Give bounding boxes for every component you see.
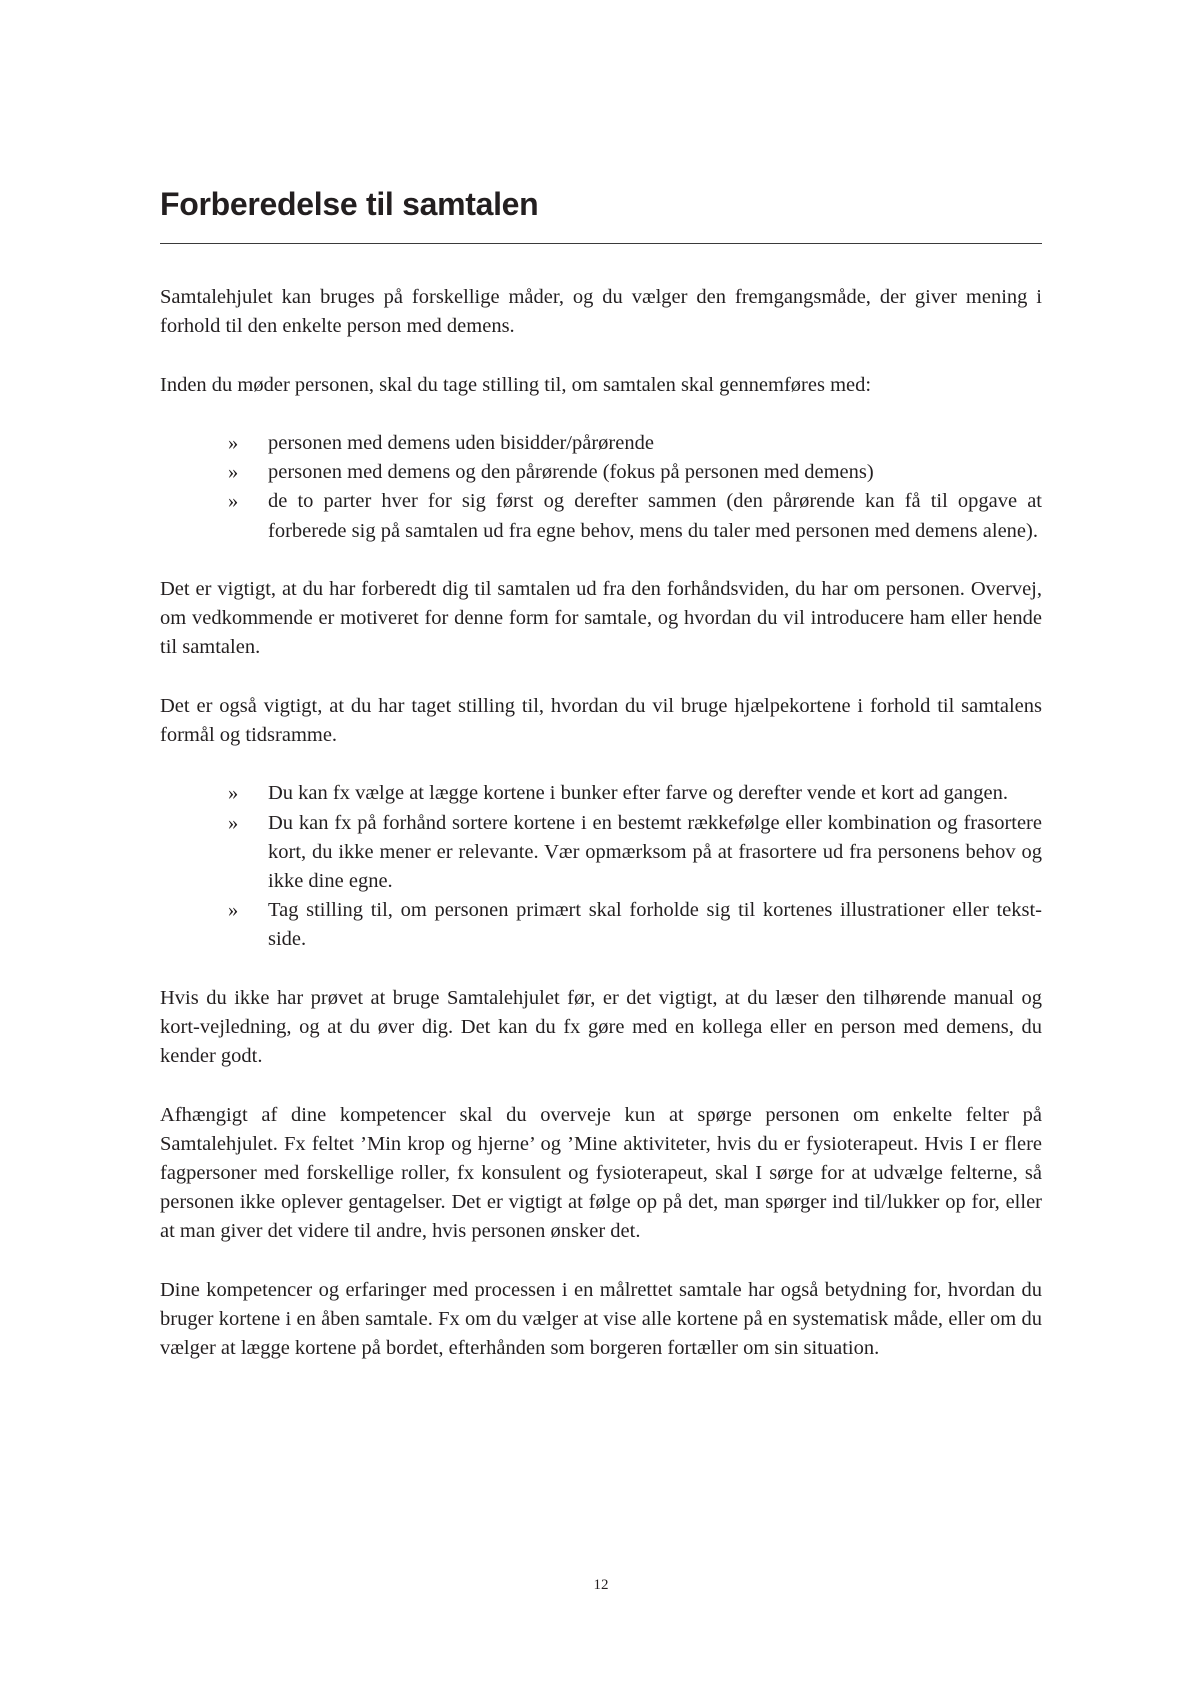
list-item [228, 896, 1042, 954]
list-item [228, 429, 1042, 458]
bullet-marker: » [228, 899, 239, 922]
paragraph-help-cards: Det er også vigtigt, at du har taget stilling til, hvordan du vil bruge hjælpekortene i forhold til samtalens formål og tidsramme. [160, 694, 1042, 746]
page-number: 12 [593, 1577, 609, 1593]
title-divider [160, 243, 1042, 244]
paragraph-options-lead: Inden du møder personen, skal du tage stilling til, om samtalen skal gennemføres med: [160, 373, 872, 396]
paragraph-open-conversation: Dine kompetencer og erfaringer med processen i en målrettet samtale har også betydning for, hvordan du bruger kortene i en åben samtale. Fx om du vælger at vise alle kortene på en systematisk måde, eller om du vælger at lægge kortene på bordet, efterhånden som borgeren fortæller om sin situation. [160, 1278, 1042, 1360]
list-item-text: de to parter hver for sig først og derefter sammen (den pårørende kan få til opgave at forberede sig på samtalen ud fra egne behov, mens du taler med personen med demens alene). [268, 490, 1042, 542]
paragraph-intro: Samtalehjulet kan bruges på forskellige måder, og du vælger den fremgangsmåde, der giver mening i forhold til den enkelte person med demens. [160, 286, 1042, 338]
list-item [228, 779, 1042, 808]
list-item [228, 458, 1042, 487]
list-item-text: personen med demens og den pårørende (fokus på personen med demens) [268, 461, 874, 484]
bullet-marker: » [228, 811, 239, 834]
list-item [228, 809, 1042, 897]
list-item-text: Du kan fx vælge at lægge kortene i bunker efter farve og derefter vende et kort ad gangen. [268, 782, 1008, 805]
card-usage-list [160, 779, 1042, 954]
paragraph-competencies: Afhængigt af dine kompetencer skal du overveje kun at spørge personen om enkelte felter på Samtalehjulet. Fx feltet ’Min krop og hjerne’ og ’Mine aktiviteter, hvis du er fysioterapeut. Hvis I er flere fagpersoner med forskellige roller, fx konsulent og fysioterapeut, skal I sørge for at udvælge felterne, så personen ikke oplever gentagelser. Det er vigtigt at følge op på det, man spørger ind til/lukker op for, eller at man giver det videre til andre, hvis personen ønsker det. [160, 1103, 1042, 1243]
bullet-marker: » [228, 461, 239, 484]
page-title: Forberedelse til samtalen [160, 186, 539, 222]
list-item-text: personen med demens uden bisidder/pårørende [268, 431, 654, 454]
conversation-participants-list [160, 429, 1042, 546]
bullet-marker: » [228, 431, 239, 454]
bullet-marker: » [228, 782, 239, 805]
bullet-marker: » [228, 490, 239, 513]
paragraph-preparation: Det er vigtigt, at du har forberedt dig til samtalen ud fra den forhåndsviden, du har om personen. Overvej, om vedkommende er motiveret for denne form for samtale, og hvordan du vil introducere ham eller hende til samtalen. [160, 577, 1042, 659]
list-item-text: Du kan fx på forhånd sortere kortene i en bestemt rækkefølge eller kombination og frasortere kort, du ikke mener er relevante. Vær opmærksom på at frasortere ud fra personens behov og ikke dine egne. [268, 811, 1042, 892]
body-text [160, 283, 1042, 1393]
paragraph-practice: Hvis du ikke har prøvet at bruge Samtalehjulet før, er det vigtigt, at du læser den tilhørende manual og kort-vejledning, og at du øver dig. Det kan du fx gøre med en kollega eller en person med demens, du kender godt. [160, 986, 1042, 1068]
list-item [228, 487, 1042, 545]
list-item-text: Tag stilling til, om personen primært skal forholde sig til kortenes illustrationer eller tekst-side. [268, 899, 1042, 951]
